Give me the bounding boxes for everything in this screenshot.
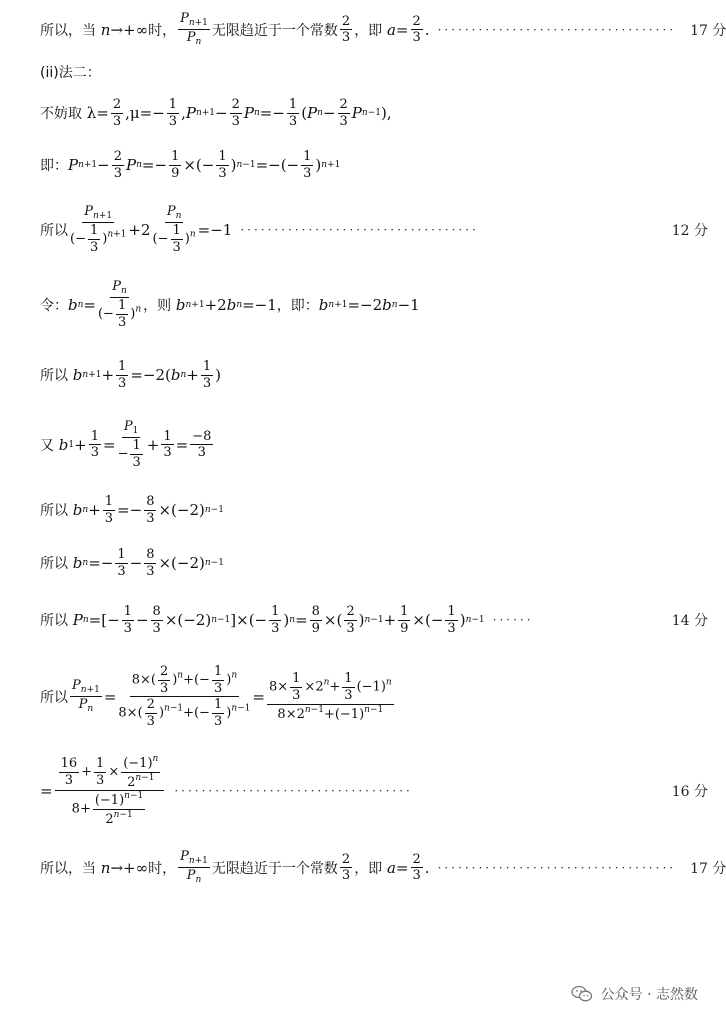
line-16: = $\frac{16}{3}$ + $\frac{1}{3}$ × $\frac{(-1)^n}{2^{n-1}}$ 8+ $\frac{(-1)^{n-1}}{2^{n-1}}$ ··································· 16 分	[40, 754, 708, 827]
score-17-top: 17 分	[690, 22, 726, 39]
watermark	[571, 984, 698, 1004]
line-you: 又 b 1 + $\frac{1}{3}$ = $P_1$ − $\frac{1}{3}$ + $\frac{1}{3}$ = $\frac{-8}{3}$	[40, 419, 212, 471]
score-14: 14 分	[671, 613, 708, 630]
text-suoyi-dang: 所以，当	[40, 22, 96, 39]
method-header: (ii)法二：	[40, 65, 101, 81]
wechat-icon	[571, 985, 593, 1003]
score-16: 16 分	[671, 783, 708, 800]
line-ratio: 所以 $\frac{P_{n+1}}{P_n}$ = 8×( $\frac{2}{3}$ )$^n$+(− $\frac{1}{3}$ )$^n$ 8×( $\frac{2}{3}$ )$^{n-1}$+(− $\frac{1}{3}$ )$^{n-1}$ = 8× $\frac{1}{3}$ $\times 2^n+$ $\frac{1}{3}$ $(-1)^n$ $8\times 2^{n-1}+(-1)^{n-1}$	[40, 664, 392, 729]
conclusion-line-top: 所以，当 n →+∞ 时， $\frac{P_{n+1}}{P_n}$ 无限趋近于一个常数 $\frac{2}{3}$ ，即 a = $\frac{2}{3}$ . ··································· 17 分	[40, 11, 726, 48]
conclusion-line-bottom: 所以，当 n →+∞ 时， $\frac{P_{n+1}}{P_n}$ 无限趋近于一个常数 $\frac{2}{3}$ ，即 a = $\frac{2}{3}$ . ··································· 17 分	[40, 849, 726, 886]
line-12: 所以 $P_{n+1}$ (− $\frac{1}{3}$ )$^{n+1}$ +2 $P_n$ (− $\frac{1}{3}$ )$^n$ =−1 ··································· 12 分	[40, 204, 708, 256]
line-bn-plus: 所以 b n + $\frac{1}{3}$ =− $\frac{8}{3}$ ×(−2) n−1	[40, 494, 224, 526]
line-bn1: 所以 b n+1 + $\frac{1}{3}$ =−2( b n + $\frac{1}{3}$ )	[40, 359, 221, 391]
score-17-bottom: 17 分	[690, 860, 726, 877]
line-ling: 令： b n = $P_n$ (− $\frac{1}{3}$ )$^n$ ，则 b n+1 +2 b n =−1 ，即： b n+1 =−2 b n −1	[40, 279, 420, 331]
line-ji: 即： P n+1 − $\frac{2}{3}$ P n =− $\frac{1}{9}$ ×(− $\frac{1}{3}$ ) n−1 =−(− $\frac{1}{3}$ ) n+1	[40, 149, 341, 181]
line-bufang: 不妨取 λ= $\frac{2}{3}$ ,μ=− $\frac{1}{3}$ , P n+1 − $\frac{2}{3}$ P n =− $\frac{1}{3}$ ( P n − $\frac{2}{3}$ P n−1 ),	[40, 97, 392, 129]
line-14: 所以 P n =[− $\frac{1}{3}$ − $\frac{8}{3}$ ×(−2) n−1 ]×(− $\frac{1}{3}$ ) n = $\frac{8}{9}$ ×( $\frac{2}{3}$ ) n−1 + $\frac{1}{9}$ ×(− $\frac{1}{3}$ ) n−1 ······ 14 分	[40, 604, 708, 636]
score-12: 12 分	[671, 222, 708, 239]
watermark-text: 公众号 · 志然数	[600, 987, 698, 1003]
line-bn: 所以 b n =− $\frac{1}{3}$ − $\frac{8}{3}$ ×(−2) n−1	[40, 547, 224, 579]
